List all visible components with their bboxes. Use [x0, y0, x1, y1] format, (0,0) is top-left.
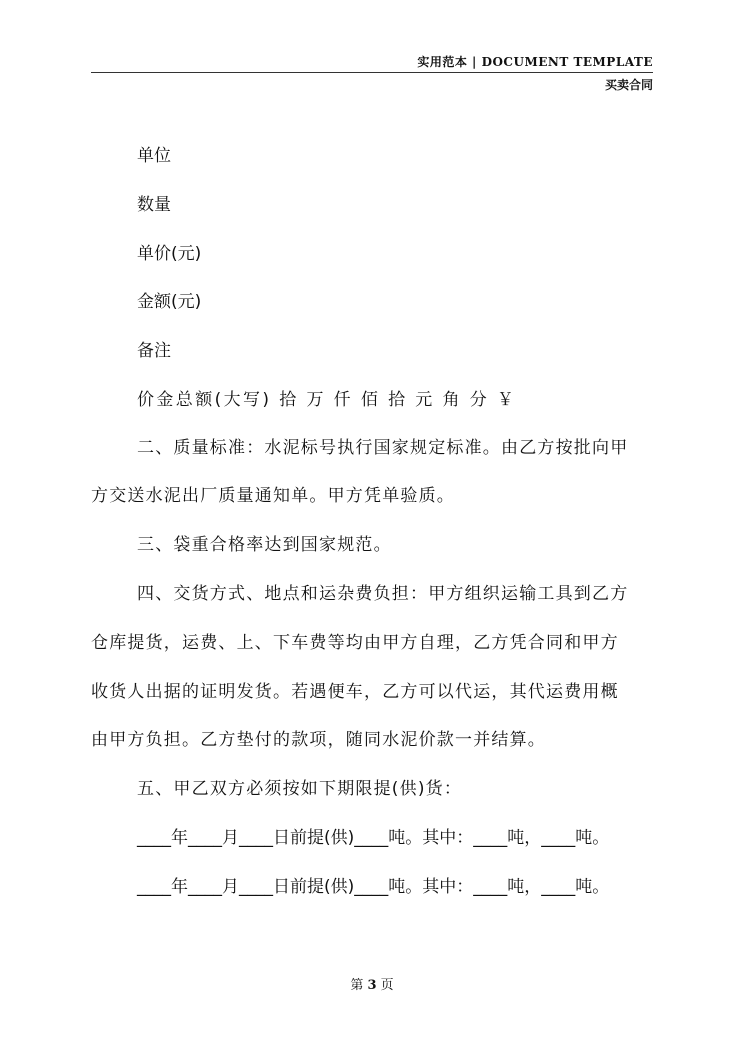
- field-unit: 单位: [137, 146, 171, 166]
- paragraph-deadline: 五、甲乙双方必须按如下期限提(供)货：: [137, 779, 463, 799]
- delivery-schedule-line-2: ____年____月____日前提(供)____吨。其中：____吨，____吨。: [137, 877, 610, 897]
- header-label: 实用范本 | DOCUMENT TEMPLATE: [417, 55, 653, 69]
- field-remarks: 备注: [137, 341, 171, 361]
- field-amount: 金额(元): [137, 292, 202, 312]
- page-number: [0, 974, 744, 993]
- total-amount-line: 价金总额(大写) 拾 万 仟 佰 拾 元 角 分 ￥: [137, 390, 517, 410]
- paragraph-quality-line-2: 方交送水泥出厂质量通知单。甲方凭单验质。: [91, 486, 455, 506]
- page-suffix: 页: [380, 978, 394, 993]
- paragraph-quality-line-1: 二、质量标准：水泥标号执行国家规定标准。由乙方按批向甲: [137, 438, 629, 458]
- paragraph-delivery-line-1: 四、交货方式、地点和运杂费负担：甲方组织运输工具到乙方: [137, 584, 629, 604]
- paragraph-bag-weight: 三、袋重合格率达到国家规范。: [137, 535, 392, 555]
- paragraph-delivery-line-3: 收货人出据的证明发货。若遇便车，乙方可以代运，其代运费用概: [91, 682, 619, 702]
- field-unit-price: 单价(元): [137, 244, 202, 264]
- page-value: 3: [367, 978, 377, 993]
- header-subtitle: 买卖合同: [604, 78, 653, 92]
- field-quantity: 数量: [137, 195, 171, 215]
- delivery-schedule-line-1: ____年____月____日前提(供)____吨。其中：____吨，____吨。: [137, 828, 610, 848]
- page-prefix: 第: [350, 978, 364, 993]
- header-rule: [91, 72, 653, 73]
- paragraph-delivery-line-2: 仓库提货，运费、上、下车费等均由甲方自理，乙方凭合同和甲方: [91, 633, 619, 653]
- paragraph-delivery-line-4: 由甲方负担。乙方垫付的款项，随同水泥价款一并结算。: [91, 730, 546, 750]
